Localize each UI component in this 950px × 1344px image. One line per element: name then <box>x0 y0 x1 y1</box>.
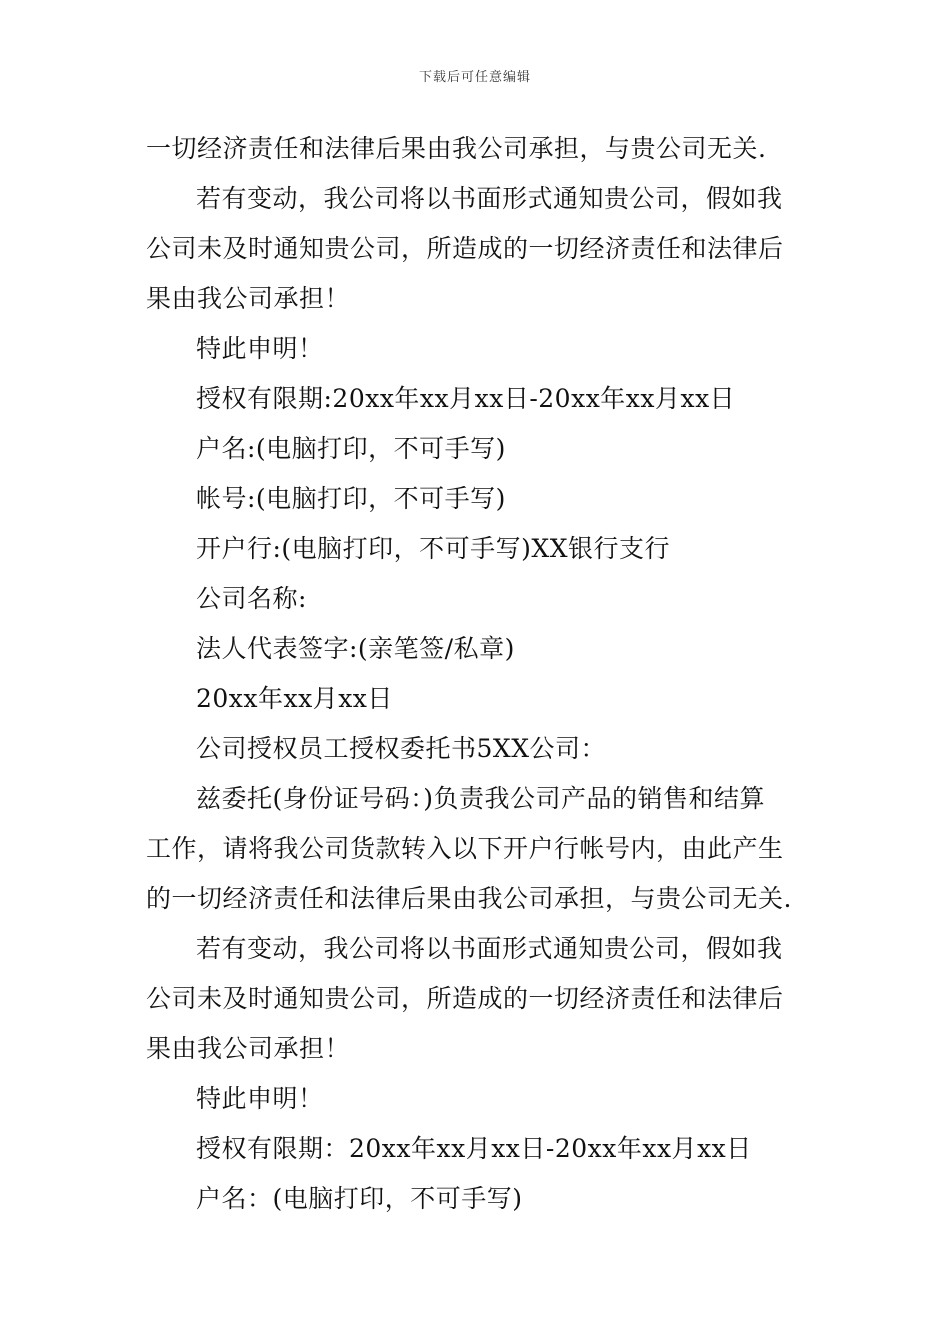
text-line: 若有变动，我公司将以书面形式通知贵公司，假如我 <box>196 934 783 963</box>
text-line: 帐号:(电脑打印，不可手写) <box>196 484 506 513</box>
text-line: 兹委托(身份证号码：)负责我公司产品的销售和结算 <box>196 784 766 813</box>
text-line: 果由我公司承担！ <box>146 284 351 313</box>
text-line: 授权有限期：20xx年xx月xx日-20xx年xx月xx日 <box>196 1134 752 1163</box>
text-line: 户名:(电脑打印，不可手写) <box>196 434 506 463</box>
text-line: 一切经济责任和法律后果由我公司承担，与贵公司无关. <box>146 134 767 163</box>
text-line: 的一切经济责任和法律后果由我公司承担，与贵公司无关. <box>146 884 792 913</box>
text-line: 公司未及时通知贵公司，所造成的一切经济责任和法律后 <box>146 984 784 1013</box>
document-body <box>146 124 808 1224</box>
text-line: 若有变动，我公司将以书面形式通知贵公司，假如我 <box>196 184 783 213</box>
text-line: 公司名称: <box>196 584 307 613</box>
text-line: 授权有限期:20xx年xx月xx日-20xx年xx月xx日 <box>196 384 736 413</box>
text-line: 工作，请将我公司货款转入以下开户行帐号内，由此产生 <box>146 834 784 863</box>
text-line: 公司未及时通知贵公司，所造成的一切经济责任和法律后 <box>146 234 784 263</box>
text-line: 特此申明！ <box>196 1084 324 1113</box>
text-line: 法人代表签字:(亲笔签/私章) <box>196 634 515 663</box>
header-note: 下载后可任意编辑 <box>418 70 531 85</box>
text-line: 户名：(电脑打印，不可手写) <box>196 1184 523 1213</box>
text-line: 果由我公司承担！ <box>146 1034 351 1063</box>
text-line: 开户行:(电脑打印，不可手写)XX银行支行 <box>196 534 671 563</box>
text-line: 特此申明！ <box>196 334 324 363</box>
text-line: 20xx年xx月xx日 <box>196 684 393 713</box>
text-line: 公司授权员工授权委托书5XX公司： <box>196 734 607 763</box>
